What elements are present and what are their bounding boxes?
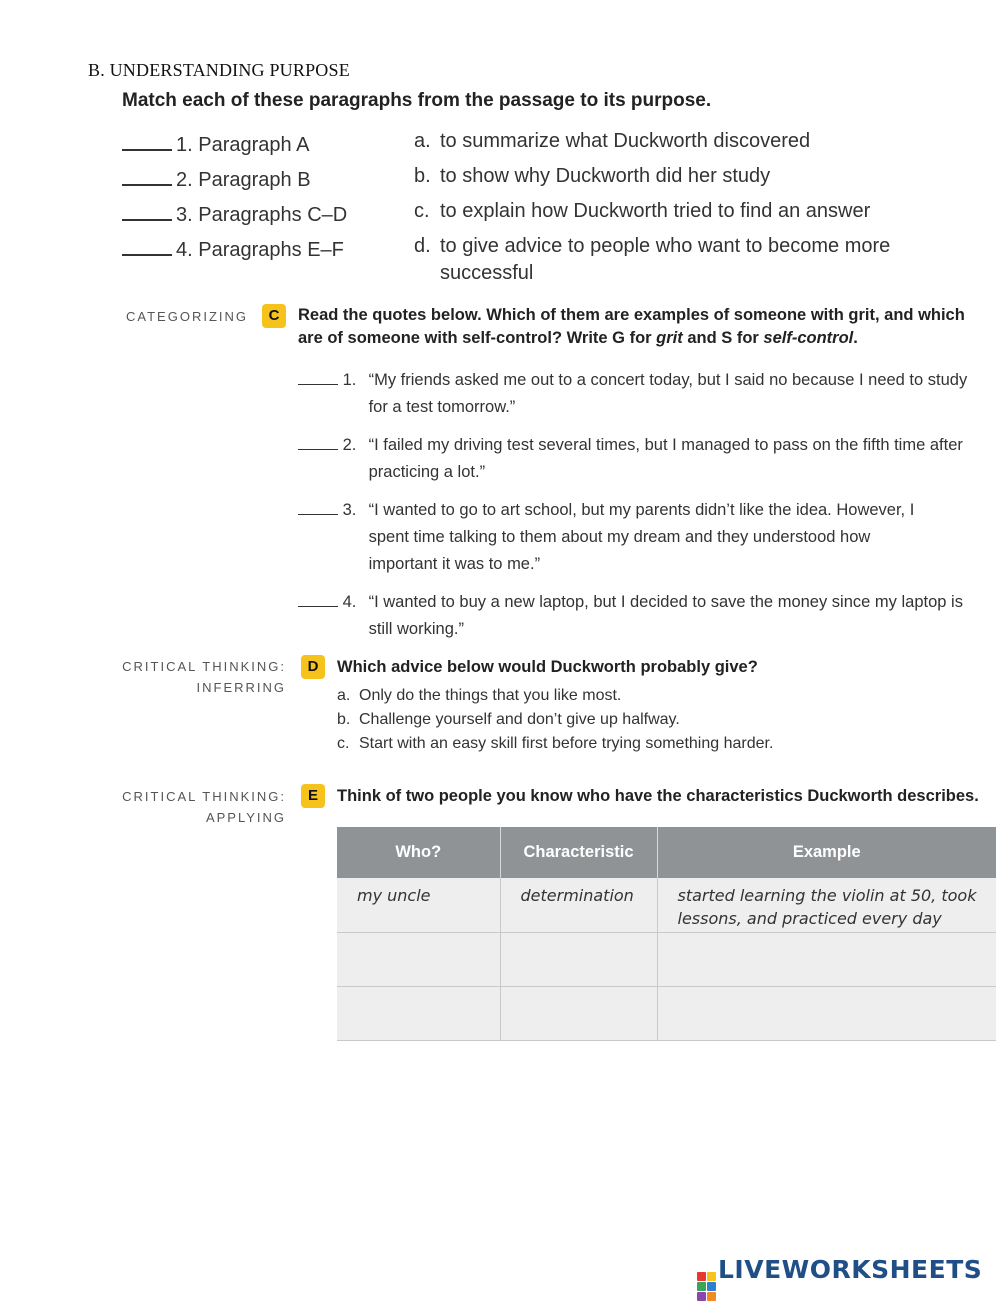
purpose-letter: a.	[414, 130, 431, 152]
match-item-label: 4. Paragraphs E–F	[176, 239, 344, 261]
purpose-letter: d.	[414, 235, 431, 257]
match-item-label: 2. Paragraph B	[176, 169, 311, 191]
answer-blank-2[interactable]	[122, 166, 172, 186]
purpose-text: to summarize what Duckworth discovered	[440, 130, 811, 152]
quote-3: 3. “I wanted to go to art school, but my parents didn’t like the idea. However, I spent time talking to them about my dream and they understood how important it was to me.”	[298, 497, 978, 578]
match-item-label: 1. Paragraph A	[176, 134, 310, 156]
table-header-characteristic: Characteristic	[500, 827, 657, 878]
purpose-text: to give advice to people who want to become more successful	[440, 235, 891, 284]
purpose-d	[414, 233, 934, 287]
table-cell-example-input[interactable]	[657, 932, 996, 986]
purpose-text: to show why Duckworth did her study	[440, 165, 771, 187]
quote-text: “I failed my driving test several times, but I managed to pass on the fifth time after practicing a lot.”	[368, 436, 963, 481]
quote-text: “I wanted to go to art school, but my parents didn’t like the idea. However, I spent time talking to them about my dream and they understood how important it was to me.”	[368, 501, 915, 573]
table-cell-characteristic-input[interactable]	[500, 932, 657, 986]
option-a: a. Only do the things that you like most.	[337, 687, 622, 704]
quote-2: 2. “I failed my driving test several times, but I managed to pass on the fifth time after practicing a lot.”	[298, 432, 978, 486]
categorizing-label: CATEGORIZING	[126, 309, 248, 324]
answer-blank-1[interactable]	[122, 131, 172, 151]
match-item-2	[122, 166, 311, 192]
table-cell-characteristic-input[interactable]	[500, 986, 657, 1040]
quote-1: 1. “My friends asked me out to a concert today, but I said no because I need to study for a test tomorrow.”	[298, 367, 978, 421]
quote-answer-blank-2[interactable]	[298, 435, 338, 450]
liveworksheets-logo[interactable]	[697, 1255, 982, 1301]
purpose-letter: c.	[414, 200, 430, 222]
critical-thinking-inferring-label: CRITICAL THINKING: INFERRING	[122, 659, 286, 695]
purpose-b	[414, 163, 974, 190]
table-row	[337, 878, 996, 932]
table-row	[337, 986, 996, 1040]
section-d-instruction: Which advice below would Duckworth probably give?	[337, 658, 758, 676]
table-cell-who-input[interactable]	[337, 986, 500, 1040]
answer-blank-4[interactable]	[122, 236, 172, 256]
match-item-label: 3. Paragraphs C–D	[176, 204, 348, 226]
section-b-intro: Match each of these paragraphs from the passage to its purpose.	[122, 90, 712, 111]
table-header-who: Who?	[337, 827, 500, 878]
option-c: c. Start with an easy skill first before trying something harder.	[337, 735, 774, 752]
table-header-example: Example	[657, 827, 996, 878]
characteristics-table	[337, 827, 996, 1041]
logo-text: LIVEWORKSHEETS	[718, 1255, 983, 1284]
quote-answer-blank-1[interactable]	[298, 370, 338, 385]
quote-text: “My friends asked me out to a concert today, but I said no because I need to study for a test tomorrow.”	[368, 371, 968, 416]
badge-e: E	[301, 784, 325, 808]
section-b-heading: B. UNDERSTANDING PURPOSE	[88, 60, 350, 80]
match-item-3	[122, 201, 347, 227]
quote-4: 4. “I wanted to buy a new laptop, but I decided to save the money since my laptop is still working.”	[298, 589, 978, 643]
section-c-instruction: Read the quotes below. Which of them are examples of someone with grit, and which are of someone with self-control? Write G for grit and S for self-control.	[298, 306, 965, 347]
liveworksheets-logo-icon	[697, 1272, 716, 1301]
badge-c: C	[262, 304, 286, 328]
purpose-letter: b.	[414, 165, 431, 187]
table-cell-example: started learning the violin at 50, took lessons, and practiced every day	[657, 878, 996, 932]
option-b: b. Challenge yourself and don’t give up halfway.	[337, 711, 680, 728]
purpose-text: to explain how Duckworth tried to find an answer	[440, 200, 871, 222]
table-cell-characteristic: determination	[500, 878, 657, 932]
match-item-1	[122, 131, 309, 157]
badge-d: D	[301, 655, 325, 679]
quote-answer-blank-4[interactable]	[298, 592, 338, 607]
table-cell-who-input[interactable]	[337, 932, 500, 986]
quote-text: “I wanted to buy a new laptop, but I decided to save the money since my laptop is still working.”	[368, 593, 963, 638]
answer-blank-3[interactable]	[122, 201, 172, 221]
table-cell-example-input[interactable]	[657, 986, 996, 1040]
purpose-c	[414, 198, 974, 225]
critical-thinking-applying-label: CRITICAL THINKING: APPLYING	[122, 789, 286, 825]
match-item-4	[122, 236, 344, 262]
table-row	[337, 932, 996, 986]
table-header-row	[337, 827, 996, 878]
section-e-instruction: Think of two people you know who have the characteristics Duckworth describes.	[337, 787, 979, 805]
table-cell-who: my uncle	[337, 878, 500, 932]
quote-answer-blank-3[interactable]	[298, 500, 338, 515]
purpose-a	[414, 128, 974, 155]
